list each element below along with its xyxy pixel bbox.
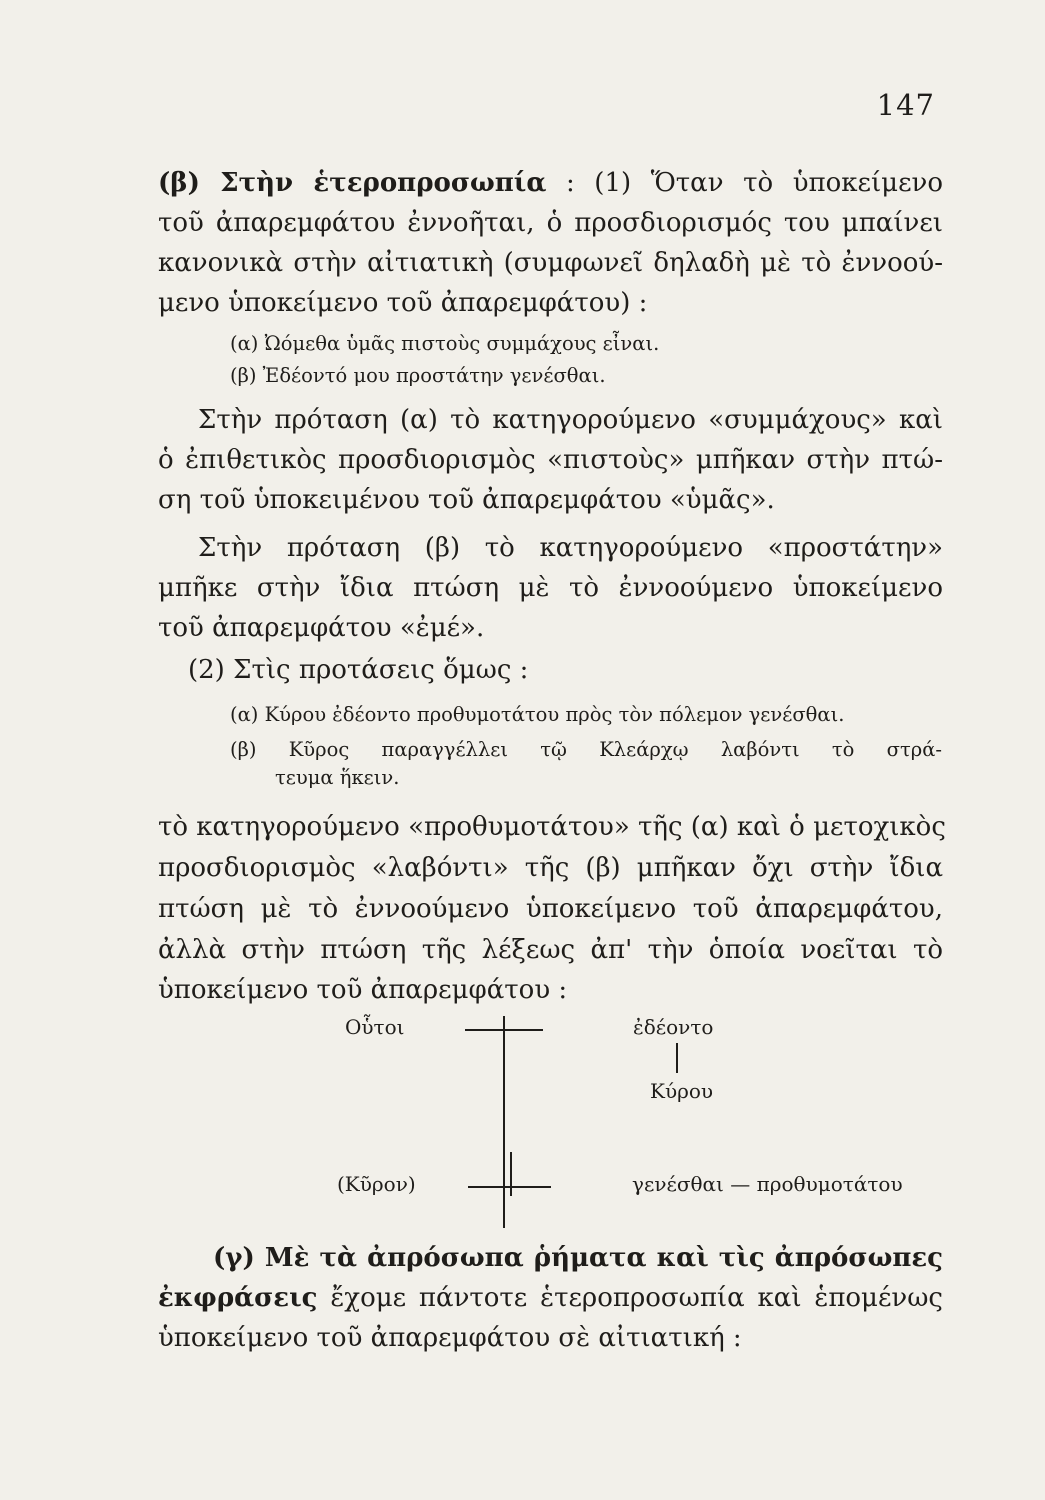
para1-line4: μενο ὑποκείμενο τοῦ ἀπαρεμφάτου) : <box>158 288 648 318</box>
para3-line1: Στὴν πρόταση (β) τὸ κατηγορούμενο «προστάτην» <box>198 533 943 563</box>
section-heading-gamma: (γ) Μὲ τὰ ἀπρόσωπα ῥήματα καὶ τὶς ἀπρόσωπες <box>213 1243 943 1273</box>
example-2b-line1: (β) Κῦρος παραγγέλλει τῷ Κλεάρχῳ λαβόντι τὸ στρά- <box>230 738 942 761</box>
para3-line2: μπῆκε στὴν ἴδια πτώση μὲ τὸ ἐννοούμενο ὑποκείμενο <box>158 573 943 603</box>
para3-line3: τοῦ ἀπαρεμφάτου «ἐμέ». <box>158 613 485 643</box>
para5-line1: τὸ κατηγορούμενο «προθυμοτάτου» τῆς (α) καὶ ὁ μετοχικὸς <box>158 812 946 842</box>
example-2a: (α) Κύρου ἐδέοντο προθυμοτάτου πρὸς τὸν πόλεμον γενέσθαι. <box>230 703 845 726</box>
para1-line2: τοῦ ἀπαρεμφάτου ἐννοῆται, ὁ προσδιορισμός του μπαίνει <box>158 208 943 238</box>
section-heading-gamma-cont: ἐκφράσεις <box>158 1283 318 1313</box>
para5-line2: προσδιορισμὸς «λαβόντι» τῆς (β) μπῆκαν ὄχι στὴν ἴδια <box>158 853 943 883</box>
para6-line2 <box>158 1278 943 1318</box>
para2-line3: ση τοῦ ὑποκειμένου τοῦ ἀπαρεμφάτου «ὑμᾶς». <box>158 485 775 515</box>
example-1b: (β) Ἐδέοντό μου προστάτην γενέσθαι. <box>230 364 606 387</box>
para5-line4: ἀλλὰ στὴν πτώση τῆς λέξεως ἀπ' τὴν ὁποία νοεῖται τὸ <box>158 935 943 965</box>
section-heading-beta: (β) Στὴν ἑτεροπροσωπία <box>158 168 547 198</box>
para4-intro: (2) Στὶς προτάσεις ὅμως : <box>188 655 529 685</box>
diagram-inf-subject: (Κῦρον) <box>337 1172 416 1196</box>
page-number: 147 <box>876 88 935 122</box>
para6-line3: ὑποκείμενο τοῦ ἀπαρεμφάτου σὲ αἰτιατική : <box>158 1323 742 1353</box>
diagram-inf-divider <box>510 1152 512 1196</box>
diagram-subject: Οὗτοι <box>345 1015 405 1039</box>
para2-line2: ὁ ἐπιθετικὸς προσδιορισμὸς «πιστοὺς» μπῆκαν στὴν πτώ- <box>158 445 943 475</box>
example-1a: (α) Ὠόμεθα ὑμᾶς πιστοὺς συμμάχους εἶναι. <box>230 332 660 355</box>
diagram-main-divider <box>503 1016 505 1228</box>
diagram-verb: ἐδέοντο <box>633 1015 714 1039</box>
diagram-verb-modifier-line <box>676 1043 678 1073</box>
example-2b-line2: τευμα ἥκειν. <box>275 766 400 789</box>
para2-line1: Στὴν πρόταση (α) τὸ κατηγορούμενο «συμμάχους» καὶ <box>198 405 943 435</box>
diagram-inf-predicate: γενέσθαι — προθυμοτάτου <box>632 1172 903 1196</box>
diagram-genitive: Κύρου <box>650 1079 714 1103</box>
para1-line1-rest: : (1) Ὅταν τὸ ὑποκείμενο <box>565 168 944 198</box>
para5-line5: ὑποκείμενο τοῦ ἀπαρεμφάτου : <box>158 975 568 1005</box>
para5-line3: πτώση μὲ τὸ ἐννοούμενο ὑποκείμενο τοῦ ἀπαρεμφάτου, <box>158 894 943 924</box>
para6-line2-rest: ἔχομε πάντοτε ἑτεροπροσωπία καὶ ἑπομένως <box>330 1283 943 1313</box>
para1-line3: κανονικὰ στὴν αἰτιατικὴ (συμφωνεῖ δηλαδὴ μὲ τὸ ἐννοού- <box>158 248 943 278</box>
